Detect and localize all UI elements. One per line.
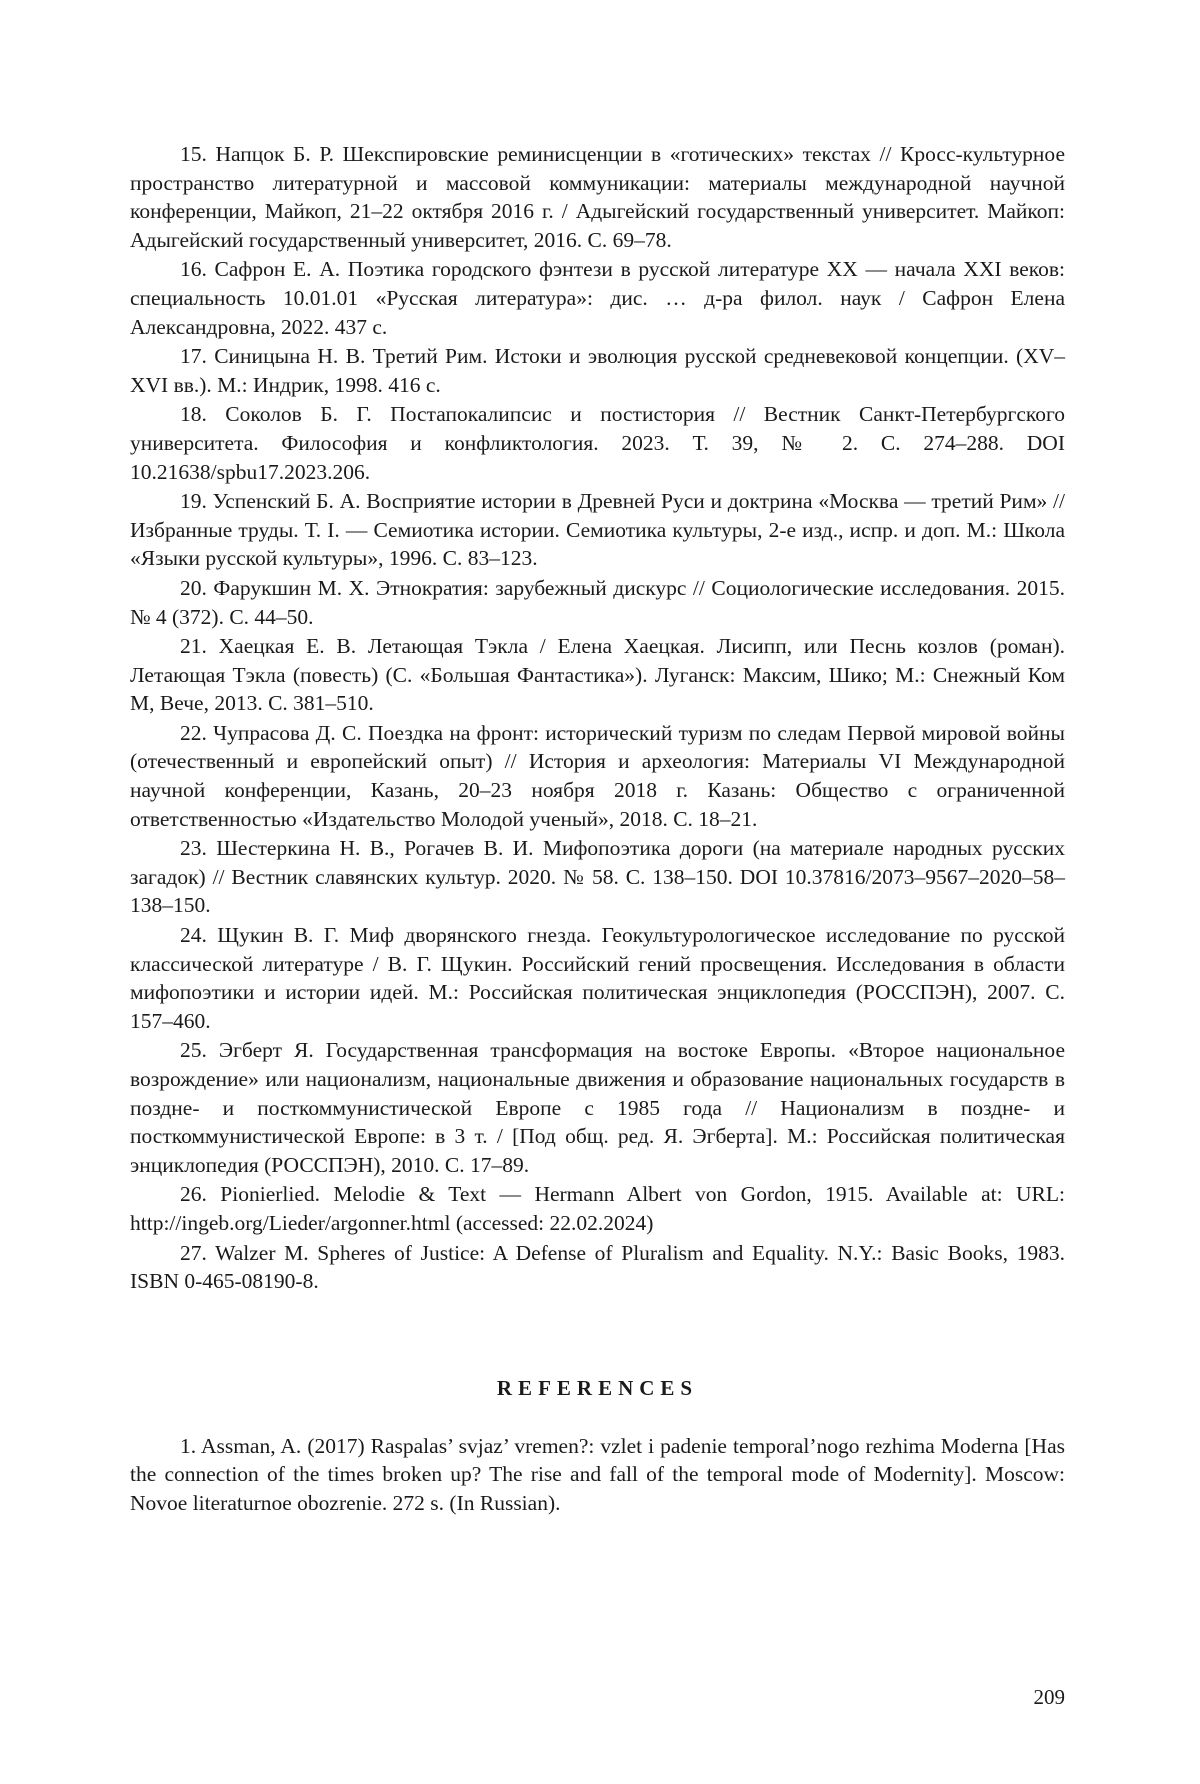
bibliography-entry-19: 19. Успенский Б. А. Восприятие истории в Древней Руси и доктрина «Москва — третий Рим» // Избранные труды. Т. I. — Семиотика истории. Семиотика культуры, 2-е изд., испр. и доп. М.: Школа «Языки русской культуры», 1996. С. 83–123. xyxy=(130,489,1065,571)
bibliography-entry-27: 27. Walzer M. Spheres of Justice: A Defense of Pluralism and Equality. N.Y.: Basic Books, 1983. ISBN 0-465-08190-8. xyxy=(130,1240,1065,1294)
page-body xyxy=(130,140,1065,1519)
bibliography-entry-25: 25. Эгберт Я. Государственная трансформация на востоке Европы. «Второе национальное возрождение» или национализм, национальные движения и образование национальных государств в поздне- и посткоммунистической Европе с 1985 года // Национализм в поздне- и посткоммунистической Европе: в 3 т. / [Под общ. ред. Я. Эгберта]. М.: Российская политическая энциклопедия (РОССПЭН), 2010. С. 17–89. xyxy=(130,1038,1065,1177)
page-number: 209 xyxy=(1033,1685,1065,1709)
bibliography-entry-24: 24. Щукин В. Г. Миф дворянского гнезда. Геокультурологическое исследование по русской классической литературе / В. Г. Щукин. Российский гений просвещения. Исследования в области мифопоэтики и истории идей. М.: Российская политическая энциклопедия (РОССПЭН), 2007. С. 157–460. xyxy=(130,923,1065,1033)
bibliography-entry-17: 17. Синицына Н. В. Третий Рим. Истоки и эволюция русской средневековой концепции. (XV–XVI вв.). М.: Индрик, 1998. 416 с. xyxy=(130,344,1065,397)
bibliography-list xyxy=(130,140,1065,1296)
bibliography-entry-15: 15. Напцок Б. Р. Шекспировские реминисценции в «готических» текстах // Кросс-культурное пространство литературной и массовой коммуникации: материалы международной научной конференции, Майкоп, 21–22 октября 2016 г. / Адыгейский государственный университет. Майкоп: Адыгейский государственный университет, 2016. С. 69–78. xyxy=(130,142,1065,252)
bibliography-entry-18: 18. Соколов Б. Г. Постапокалипсис и постистория // Вестник Санкт-Петербургского университета. Философия и конфликтология. 2023. Т. 39, № 2. С. 274–288. DOI 10.21638/spbu17.2023.206. xyxy=(130,402,1065,484)
bibliography-entry-23: 23. Шестеркина Н. В., Рогачев В. И. Мифопоэтика дороги (на материале народных русских загадок) // Вестник славянских культур. 2020. № 58. С. 138–150. DOI 10.37816/2073–9567–2020–58–138–150. xyxy=(130,836,1065,918)
references-list xyxy=(130,1432,1065,1518)
reference-entry-1: 1. Assman, A. (2017) Raspalas’ svjaz’ vremen?: vzlet i padenie temporal’nogo rezhima Moderna [Has the connection of the times broken up? The rise and fall of the temporal mode of Modernity]. Moscow: Novoe literaturnoe obozrenie. 272 s. (In Russian). xyxy=(130,1433,1065,1515)
bibliography-entry-16: 16. Сафрон Е. А. Поэтика городского фэнтези в русской литературе XX — начала XXI веков: специальность 10.01.01 «Русская литература»: дис. … д-ра филол. наук / Сафрон Елена Александровна, 2022. 437 с. xyxy=(130,257,1065,339)
bibliography-entry-26: 26. Pionierlied. Melodie & Text — Hermann Albert von Gordon, 1915. Available at: URL: http://ingeb.org/Lieder/argonner.html (accessed: 22.02.2024) xyxy=(130,1182,1065,1235)
bibliography-entry-22: 22. Чупрасова Д. С. Поездка на фронт: исторический туризм по следам Первой мировой войны (отечественный и европейский опыт) // История и археология: Материалы VI Международной научной конференции, Казань, 20–23 ноября 2018 г. Казань: Общество с ограниченной ответственностью «Издательство Молодой ученый», 2018. С. 18–21. xyxy=(130,720,1065,831)
bibliography-entry-20: 20. Фарукшин М. Х. Этнократия: зарубежный дискурс // Социологические исследования. 2015. № 4 (372). С. 44–50. xyxy=(130,575,1065,629)
references-heading: REFERENCES xyxy=(496,1375,699,1400)
bibliography-entry-21: 21. Хаецкая Е. В. Летающая Тэкла / Елена Хаецкая. Лисипп, или Песнь козлов (роман). Летающая Тэкла (повесть) (С. «Большая Фантастика»). Луганск: Максим, Шико; М.: Снежный Ком М, Вече, 2013. С. 381–510. xyxy=(130,634,1065,716)
